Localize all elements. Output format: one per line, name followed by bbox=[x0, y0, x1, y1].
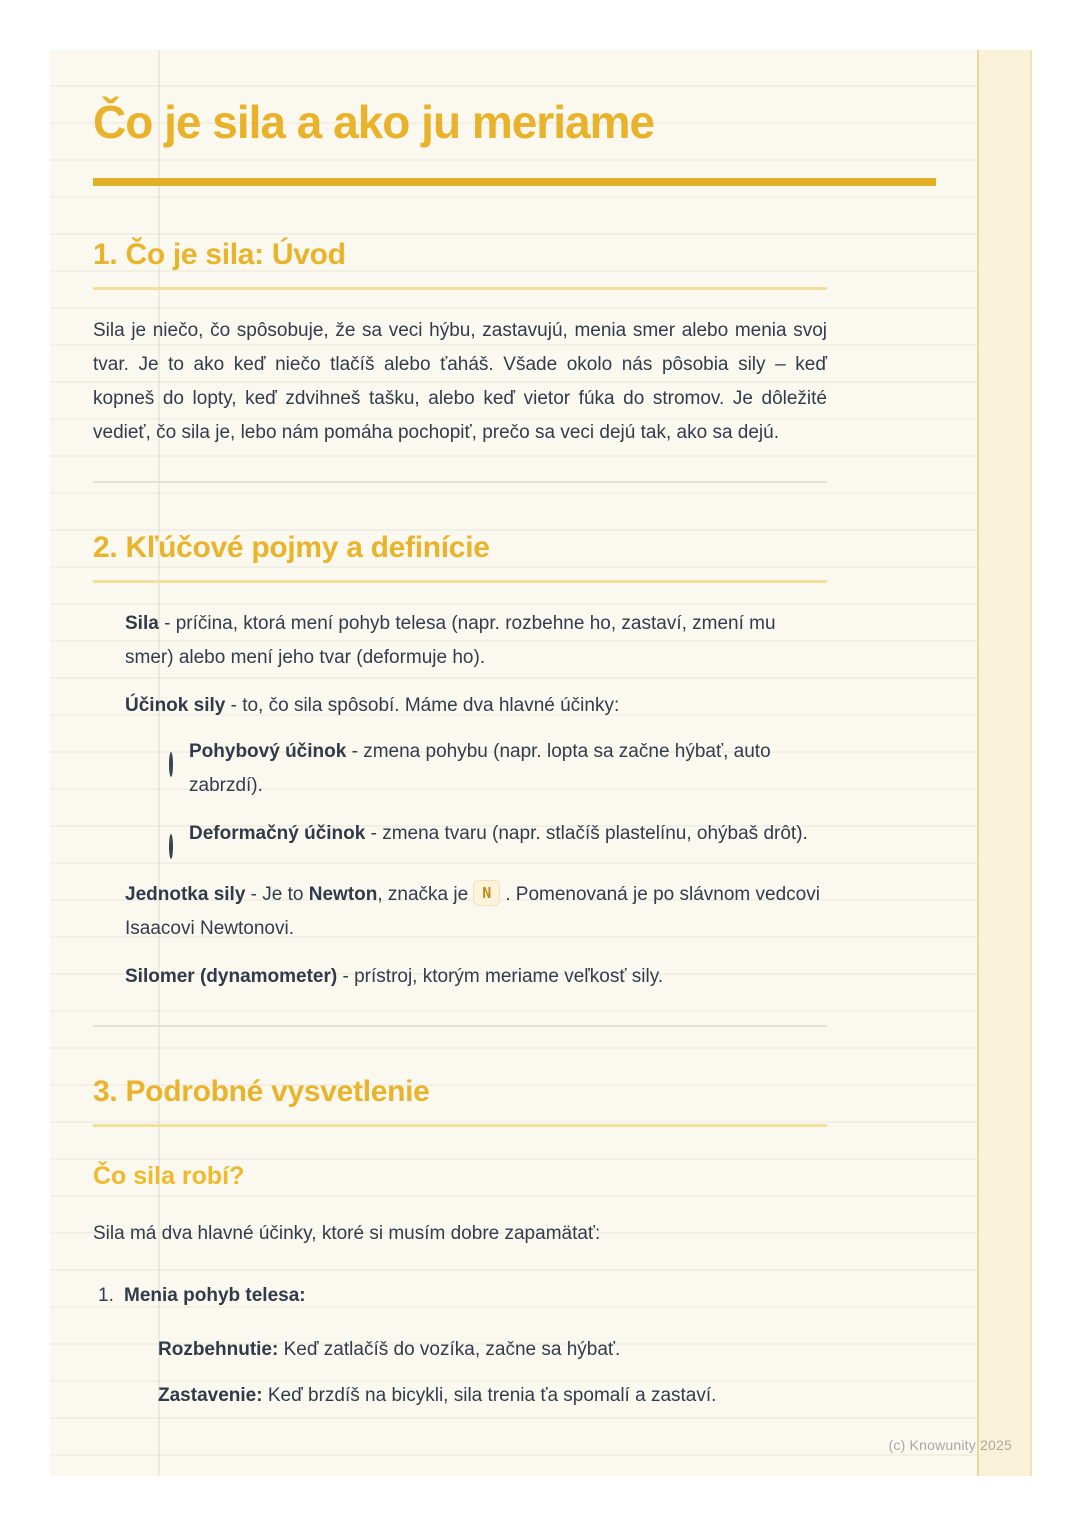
section-divider bbox=[93, 481, 827, 483]
bullet-icon bbox=[93, 960, 125, 994]
term-label: Deformačný účinok bbox=[189, 823, 366, 844]
document-page bbox=[50, 50, 1032, 1476]
section-3-intro: Sila má dva hlavné účinky, ktoré si musím dobre zapamätať: bbox=[93, 1223, 601, 1244]
bullet-icon bbox=[126, 1333, 158, 1367]
term-label: Účinok sily bbox=[125, 695, 226, 716]
section-2-heading: 2. Kľúčové pojmy a definície bbox=[93, 529, 827, 583]
document-content bbox=[93, 50, 870, 1413]
term-definition: - zmena tvaru (napr. stlačíš plastelínu, ohýbaš drôt). bbox=[365, 823, 808, 844]
term-definition: Keď brzdíš na bicykli, sila trenia ťa spomalí a zastaví. bbox=[262, 1385, 717, 1406]
copyright-text: (c) Knowunity 2025 bbox=[888, 1437, 1012, 1453]
circle-bullet-icon bbox=[157, 735, 189, 803]
subsection-heading: Čo sila robí? bbox=[93, 1162, 245, 1190]
term-definition: Keď zatlačíš do vozíka, začne sa hýbať. bbox=[278, 1339, 621, 1360]
term-definition: - prístroj, ktorým meriame veľkosť sily. bbox=[337, 966, 664, 987]
numbered-item bbox=[93, 1279, 827, 1413]
bullet-icon bbox=[126, 1379, 158, 1413]
term-label: Sila bbox=[125, 613, 159, 634]
term-definition: , značka je bbox=[377, 884, 469, 905]
term-label: Silomer (dynamometer) bbox=[125, 966, 338, 987]
circle-bullet-icon bbox=[157, 817, 189, 864]
effects-sublist bbox=[157, 735, 827, 864]
bullet-icon bbox=[93, 878, 125, 946]
term-definition: - to, čo sila spôsobí. Máme dva hlavné účinky: bbox=[225, 695, 620, 716]
term-label: Zastavenie: bbox=[158, 1385, 263, 1406]
item-number: 1. bbox=[98, 1285, 114, 1306]
right-accent-stripe bbox=[977, 50, 1032, 1476]
section-1-heading: 1. Čo je sila: Úvod bbox=[93, 236, 827, 290]
term-definition: - Je to bbox=[245, 884, 309, 905]
term-label: Pohybový účinok bbox=[189, 741, 347, 762]
section-3-heading: 3. Podrobné vysvetlenie bbox=[93, 1073, 827, 1127]
numbered-list bbox=[93, 1279, 827, 1413]
list-item bbox=[93, 960, 827, 994]
list-item bbox=[157, 735, 827, 803]
item-label: Menia pohyb telesa: bbox=[124, 1285, 306, 1306]
newton-word: Newton bbox=[308, 884, 378, 905]
bullet-icon bbox=[93, 689, 125, 864]
term-definition: - príčina, ktorá mení pohyb telesa (napr. rozbehne ho, zastaví, zmení mu smer) alebo mení jeho tvar (deformuje ho). bbox=[125, 613, 776, 668]
term-definition: - zmena pohybu (napr. lopta sa začne hýbať, auto zabrzdí). bbox=[189, 741, 771, 796]
list-item bbox=[93, 878, 827, 946]
newton-unit-badge: N bbox=[473, 880, 500, 906]
section-1-paragraph: Sila je niečo, čo spôsobuje, že sa veci hýbu, zastavujú, menia smer alebo menia svoj tvar. Je to ako keď niečo tlačíš alebo ťaháš. Všade okolo nás pôsobia sily – keď kopneš do lopty, keď zdvihneš tašku, alebo keď vietor fúka do stromov. Je dôležité vedieť, čo sila je, lebo nám pomáha pochopiť, prečo sa veci dejú tak, ako sa dejú. bbox=[93, 320, 827, 443]
motion-effects-sublist bbox=[126, 1333, 827, 1413]
term-definition: . Pomenovaná je po slávnom vedcovi Isaacovi Newtonovi. bbox=[125, 884, 820, 939]
title-underline-bar bbox=[93, 178, 936, 186]
definitions-list bbox=[93, 607, 827, 994]
term-label: Jednotka sily bbox=[125, 884, 246, 905]
list-item bbox=[126, 1379, 827, 1413]
term-label: Rozbehnutie: bbox=[158, 1339, 279, 1360]
bullet-icon bbox=[93, 607, 125, 675]
list-item bbox=[126, 1333, 827, 1367]
section-divider bbox=[93, 1025, 827, 1027]
list-item bbox=[157, 817, 827, 864]
document-title: Čo je sila a ako ju meriame bbox=[93, 96, 655, 148]
list-item bbox=[93, 689, 827, 864]
list-item bbox=[93, 607, 827, 675]
